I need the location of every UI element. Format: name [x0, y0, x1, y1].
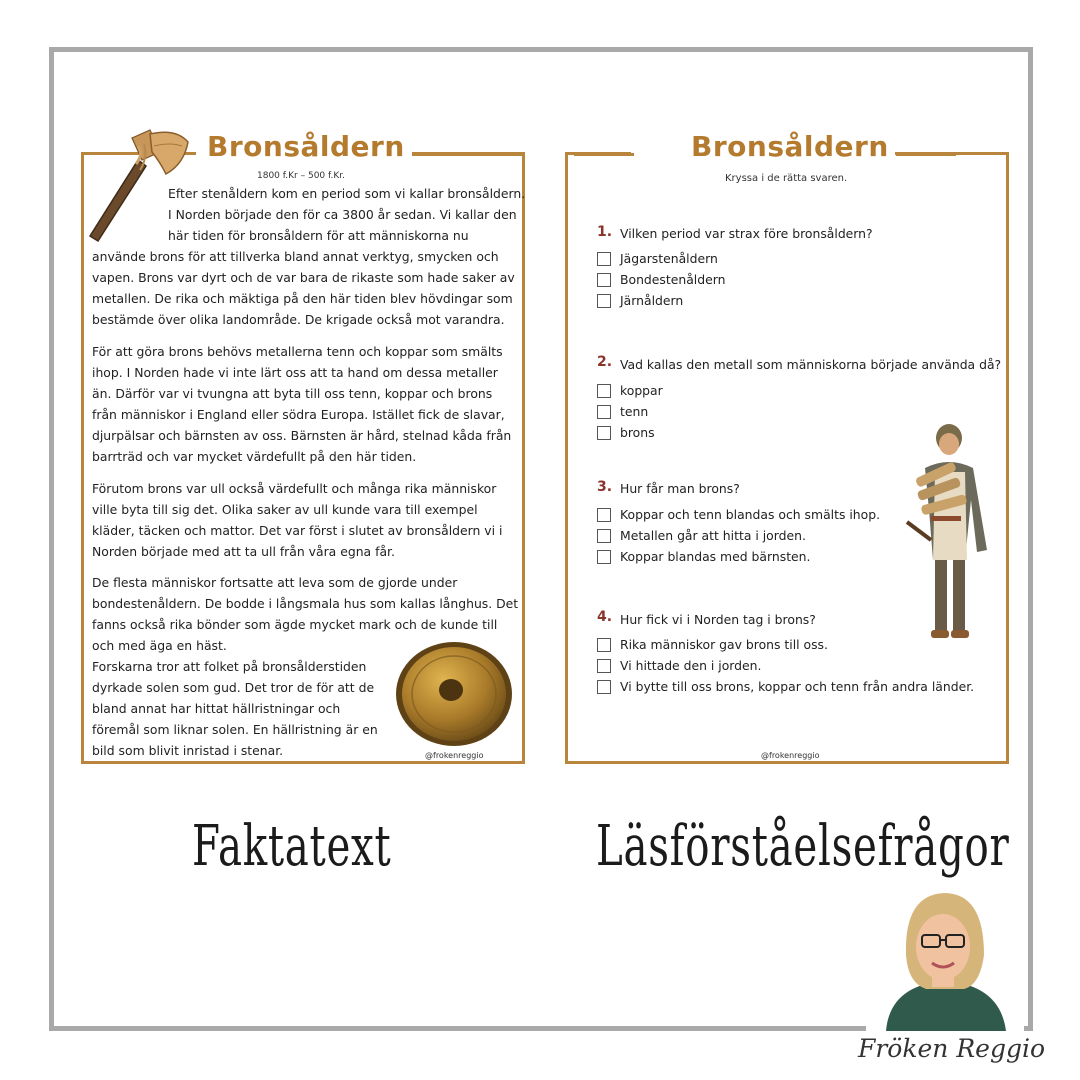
checkbox[interactable]	[597, 508, 611, 522]
question-3-text: Hur får man brons?	[620, 481, 740, 496]
brand-signature: Fröken Reggio	[858, 1034, 1046, 1063]
question-1-option-1[interactable]: Jägarstenåldern	[597, 251, 718, 266]
question-3-option-2[interactable]: Metallen går att hitta i jorden.	[597, 528, 806, 543]
bronze-shield-icon	[393, 640, 515, 748]
question-3-option-3[interactable]: Koppar blandas med bärnsten.	[597, 549, 810, 564]
checkbox[interactable]	[597, 252, 611, 266]
question-4-option-1[interactable]: Rika människor gav brons till oss.	[597, 637, 828, 652]
question-3-option-1[interactable]: Koppar och tenn blandas och smälts ihop.	[597, 507, 880, 522]
title-rule-right	[896, 153, 956, 156]
paragraph-5: Forskarna tror att folket på bronsålderstiden dyrkade solen som gud. Det tror de för att de bland annat har hittat hällristningar och föremål som liknar solen. En hällristning är en bild som blivit inristad i stenar.	[92, 659, 378, 758]
author-portrait-icon	[866, 885, 1024, 1031]
credit-right: @frokenreggio	[761, 751, 820, 760]
title-rule	[412, 153, 525, 156]
question-4-option-2[interactable]: Vi hittade den i jorden.	[597, 658, 761, 673]
question-4-number: 4.	[597, 609, 613, 625]
checkbox[interactable]	[597, 426, 611, 440]
paragraph-1-cont: använde brons för att tillverka bland annat verktyg, smycken och vapen. Brons var dyrt och de var bara de rikaste som hade saker av metallen. De rika och mäktiga på den här tiden blev hövdingar som bestämde över olika landområde. De krigade också mot varandra.	[92, 249, 515, 327]
paragraph-1-full	[92, 183, 520, 184]
question-2-number: 2.	[597, 354, 613, 370]
checkbox[interactable]	[597, 273, 611, 287]
author-portrait	[866, 885, 1024, 1031]
question-1-number: 1.	[597, 224, 613, 240]
credit: @frokenreggio	[425, 751, 484, 760]
paragraph-1	[168, 183, 526, 246]
checkbox[interactable]	[597, 529, 611, 543]
checkbox[interactable]	[597, 638, 611, 652]
period-dates: 1800 f.Kr – 500 f.Kr.	[257, 171, 346, 181]
checkbox[interactable]	[597, 405, 611, 419]
paragraph-4: De flesta människor fortsatte att leva som de gjorde under bondestenåldern. De bodde i långsmala hus som kallas långhus. Det fanns också rika bönder som ägde mycket mark och de kunde till och med äga en häst.	[92, 575, 519, 653]
question-1-option-2[interactable]: Bondestenåldern	[597, 272, 725, 287]
instruction: Kryssa i de rätta svaren.	[725, 173, 848, 184]
checkbox[interactable]	[597, 680, 611, 694]
question-4-option-3[interactable]: Vi bytte till oss brons, koppar och tenn från andra länder.	[597, 679, 974, 694]
question-2-text: Vad kallas den metall som människorna började använda då?	[620, 357, 1002, 372]
checkbox[interactable]	[597, 294, 611, 308]
question-1-text: Vilken period var strax före bronsåldern?	[620, 226, 873, 241]
paragraph-3: Förutom brons var ull också värdefullt och många rika människor ville byta till sig det. Olika saker av ull kunde vara till exempel kläder, täcken och mattor. Det var först i slutet av bronsåldern vi i Norden började med att ta ull från våra egna får.	[92, 481, 503, 559]
caption-fact-text: Faktatext	[192, 814, 392, 879]
checkbox[interactable]	[597, 550, 611, 564]
left-page-title: Bronsåldern	[207, 130, 405, 163]
checkbox[interactable]	[597, 384, 611, 398]
question-3-number: 3.	[597, 479, 613, 495]
question-4-text: Hur fick vi i Norden tag i brons?	[620, 612, 816, 627]
right-page-title: Bronsåldern	[691, 130, 889, 163]
checkbox[interactable]	[597, 659, 611, 673]
question-2-option-2[interactable]: tenn	[597, 404, 648, 419]
paragraph-2: För att göra brons behövs metallerna tenn och koppar som smälts ihop. I Norden hade vi inte lärt oss att ta hand om dessa metaller än. Därför var vi tvungna att byta till oss tenn, koppar och brons från människor i England eller södra Europa. Istället fick de slavar, djurpälsar och bärnsten av oss. Bärnsten är hård, stelnad kåda från barrträd och var mycket värdefullt på den här tiden.	[92, 344, 512, 464]
bronze-age-trader-icon	[895, 420, 995, 645]
caption-reading-questions: Läsförståelsefrågor	[596, 814, 1010, 879]
title-rule-left	[574, 153, 634, 156]
paragraph-1-text: Efter stenåldern kom en period som vi kallar bronsåldern. I Norden började den för ca 3800 år sedan. Vi kallar den här tiden för bronsåldern för att människorna nu	[168, 186, 526, 243]
question-2-option-1[interactable]: koppar	[597, 383, 663, 398]
question-1-option-3[interactable]: Järnåldern	[597, 293, 683, 308]
question-2-option-3[interactable]: brons	[597, 425, 655, 440]
